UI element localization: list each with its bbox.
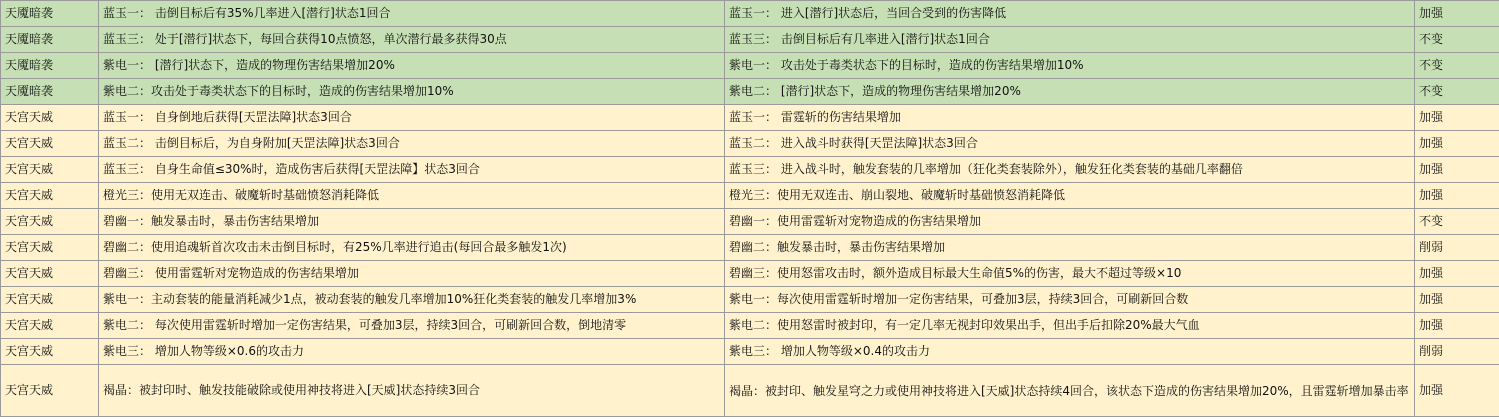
table-row [1, 27, 1499, 53]
set-name-cell: 天宫天威 [1, 183, 99, 209]
new-effect-cell: 紫电一：每次使用雷霆斩时增加一定伤害结果，可叠加3层，持续3回合，可刷新回合数 [725, 287, 1415, 313]
set-name-cell: 天魇暗袭 [1, 79, 99, 105]
old-effect-cell: 碧幽三： 使用雷霆斩对宠物造成的伤害结果增加 [99, 261, 725, 287]
change-status-cell: 不变 [1415, 79, 1499, 105]
new-effect-cell: 蓝玉三： 击倒目标后有几率进入[潜行]状态1回合 [725, 27, 1415, 53]
change-status-cell: 加强 [1415, 157, 1499, 183]
old-effect-cell: 橙光三：使用无双连击、破魔斩时基础愤怒消耗降低 [99, 183, 725, 209]
table-row [1, 339, 1499, 365]
table-row [1, 53, 1499, 79]
table-row [1, 79, 1499, 105]
table-row [1, 365, 1499, 417]
set-name-cell: 天宫天威 [1, 339, 99, 365]
new-effect-cell: 紫电三： 增加人物等级×0.4的攻击力 [725, 339, 1415, 365]
set-name-cell: 天宫天威 [1, 313, 99, 339]
table-row [1, 105, 1499, 131]
old-effect-cell: 蓝玉一： 自身倒地后获得[天罡法障]状态3回合 [99, 105, 725, 131]
old-effect-cell: 蓝玉三： 处于[潜行]状态下，每回合获得10点愤怒，单次潜行最多获得30点 [99, 27, 725, 53]
set-name-cell: 天宫天威 [1, 105, 99, 131]
set-name-cell: 天宫天威 [1, 131, 99, 157]
table-row [1, 157, 1499, 183]
old-effect-cell: 碧幽一：触发暴击时，暴击伤害结果增加 [99, 209, 725, 235]
table-row [1, 131, 1499, 157]
table-row [1, 313, 1499, 339]
change-status-cell: 加强 [1415, 1, 1499, 27]
set-name-cell: 天魇暗袭 [1, 1, 99, 27]
new-effect-cell: 紫电二： [潜行]状态下，造成的物理伤害结果增加20% [725, 79, 1415, 105]
old-effect-cell: 蓝玉一： 击倒目标后有35%几率进入[潜行]状态1回合 [99, 1, 725, 27]
new-effect-cell: 蓝玉一： 进入[潜行]状态后，当回合受到的伤害降低 [725, 1, 1415, 27]
set-name-cell: 天宫天威 [1, 209, 99, 235]
change-status-cell: 加强 [1415, 105, 1499, 131]
new-effect-cell: 蓝玉二： 进入战斗时获得[天罡法障]状态3回合 [725, 131, 1415, 157]
old-effect-cell: 紫电一： [潜行]状态下，造成的物理伤害结果增加20% [99, 53, 725, 79]
change-status-cell: 加强 [1415, 183, 1499, 209]
new-effect-cell: 蓝玉一： 雷霆斩的伤害结果增加 [725, 105, 1415, 131]
old-effect-cell: 褐晶：被封印时、触发技能破除或使用神技将进入[天威]状态持续3回合 [99, 365, 725, 417]
old-effect-cell: 紫电三： 增加人物等级×0.6的攻击力 [99, 339, 725, 365]
set-name-cell: 天宫天威 [1, 235, 99, 261]
set-name-cell: 天魇暗袭 [1, 53, 99, 79]
change-status-cell: 加强 [1415, 365, 1499, 417]
old-effect-cell: 蓝玉三： 自身生命值≤30%时，造成伤害后获得[天罡法障】状态3回合 [99, 157, 725, 183]
set-name-cell: 天魇暗袭 [1, 27, 99, 53]
set-name-cell: 天宫天威 [1, 365, 99, 417]
change-status-cell: 不变 [1415, 53, 1499, 79]
new-effect-cell: 紫电二：使用怒雷时被封印，有一定几率无视封印效果出手，但出手后扣除20%最大气血 [725, 313, 1415, 339]
table-body [1, 1, 1499, 417]
old-effect-cell: 蓝玉二： 击倒目标后，为自身附加[天罡法障]状态3回合 [99, 131, 725, 157]
set-name-cell: 天宫天威 [1, 261, 99, 287]
change-status-cell: 不变 [1415, 27, 1499, 53]
table-row [1, 287, 1499, 313]
table-row [1, 209, 1499, 235]
change-status-cell: 加强 [1415, 313, 1499, 339]
change-status-cell: 不变 [1415, 209, 1499, 235]
change-status-cell: 加强 [1415, 131, 1499, 157]
new-effect-cell: 紫电一： 攻击处于毒类状态下的目标时，造成的伤害结果增加10% [725, 53, 1415, 79]
table-row [1, 261, 1499, 287]
change-status-cell: 加强 [1415, 287, 1499, 313]
change-status-cell: 削弱 [1415, 235, 1499, 261]
new-effect-cell: 蓝玉三： 进入战斗时，触发套装的几率增加（狂化类套装除外），触发狂化类套装的基础几率翻倍 [725, 157, 1415, 183]
table-row [1, 235, 1499, 261]
new-effect-cell: 褐晶：被封印、触发星穹之力或使用神技将进入[天威]状态持续4回合，该状态下造成的伤害结果增加20%，且雷霆斩增加暴击率 [725, 365, 1415, 417]
table-row [1, 183, 1499, 209]
new-effect-cell: 碧幽一：使用雷霆斩对宠物造成的伤害结果增加 [725, 209, 1415, 235]
new-effect-cell: 碧幽三：使用怒雷攻击时，额外造成目标最大生命值5%的伤害，最大不超过等级×10 [725, 261, 1415, 287]
old-effect-cell: 紫电一：主动套装的能量消耗减少1点，被动套装的触发几率增加10%狂化类套装的触发几率增加3% [99, 287, 725, 313]
new-effect-cell: 橙光三：使用无双连击、崩山裂地、破魔斩时基础愤怒消耗降低 [725, 183, 1415, 209]
set-name-cell: 天宫天威 [1, 287, 99, 313]
old-effect-cell: 紫电二：攻击处于毒类状态下的目标时，造成的伤害结果增加10% [99, 79, 725, 105]
set-name-cell: 天宫天威 [1, 157, 99, 183]
old-effect-cell: 紫电二： 每次使用雷霆斩时增加一定伤害结果，可叠加3层，持续3回合，可刷新回合数，倒地清零 [99, 313, 725, 339]
old-effect-cell: 碧幽二：使用追魂斩首次攻击未击倒目标时，有25%几率进行追击(每回合最多触发1次) [99, 235, 725, 261]
table-row [1, 1, 1499, 27]
new-effect-cell: 碧幽二：触发暴击时，暴击伤害结果增加 [725, 235, 1415, 261]
change-status-cell: 加强 [1415, 261, 1499, 287]
change-status-cell: 削弱 [1415, 339, 1499, 365]
